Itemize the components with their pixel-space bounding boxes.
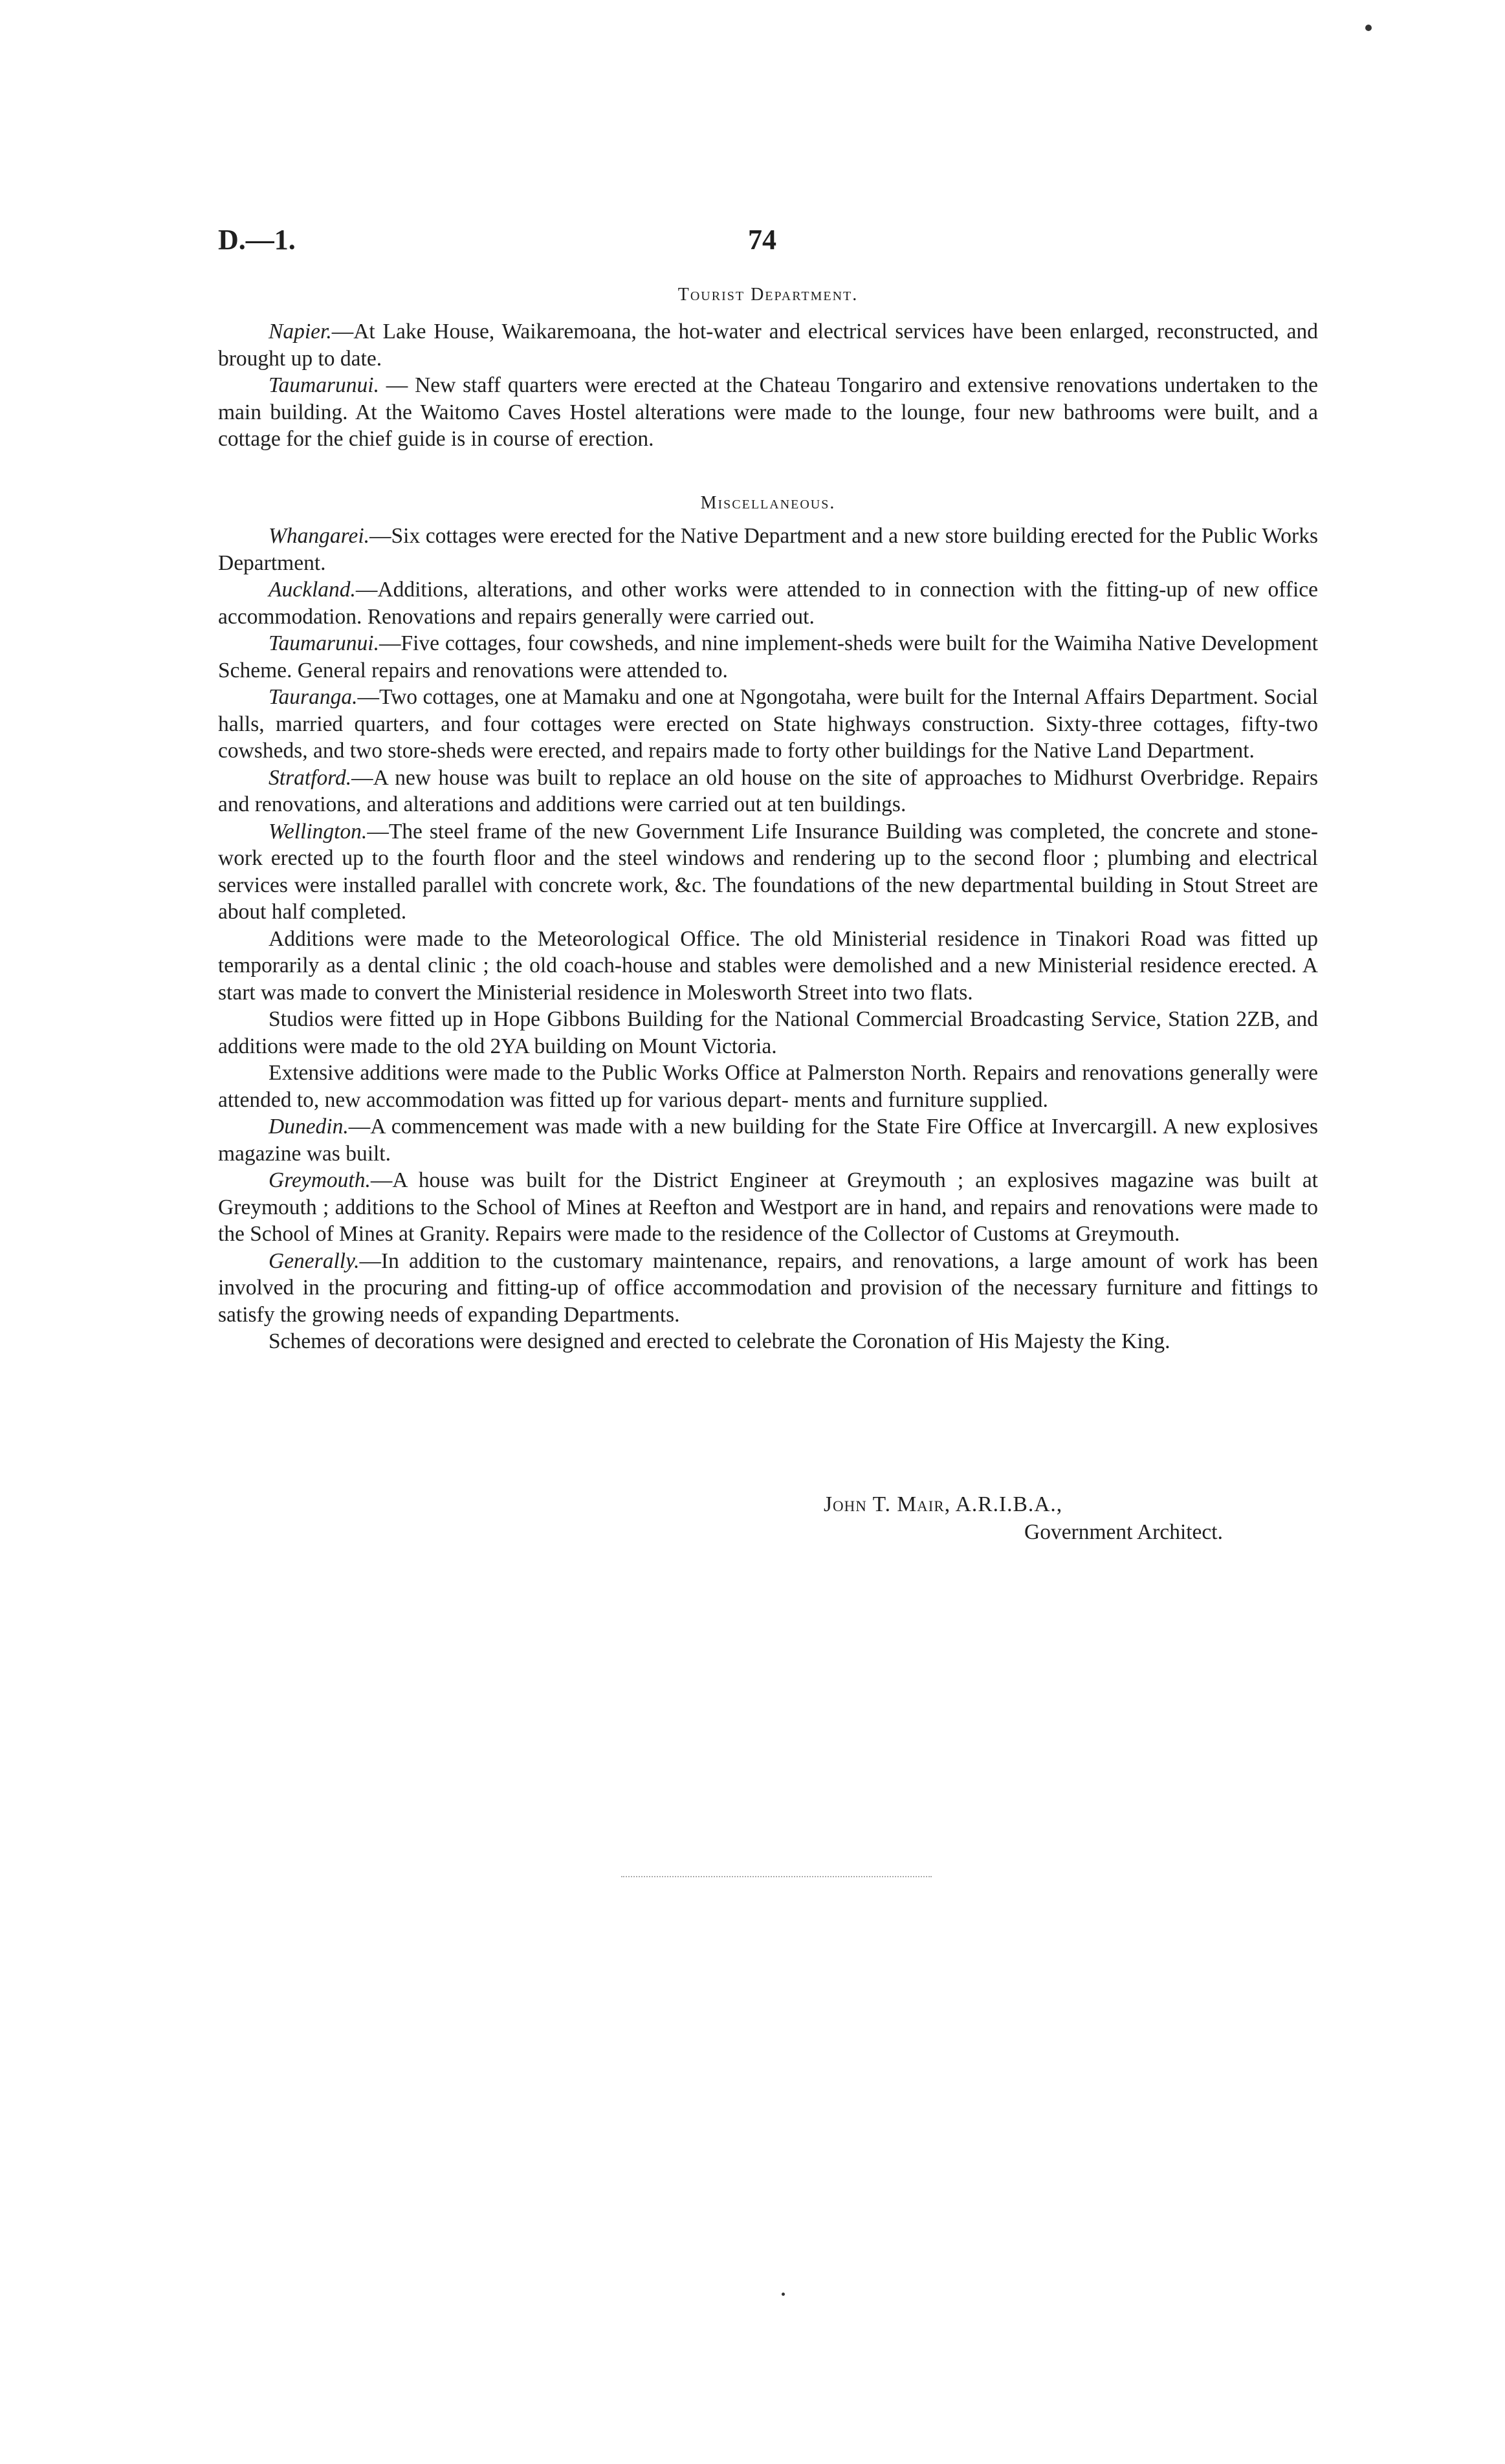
- section-title-tourist: Tourist Department.: [677, 285, 859, 305]
- paragraph-text: —A house was built for the District Engineer at Greymouth ; an explosives magazine was built at Greymouth ; additions to the School of Mines at Reefton and Westport are in hand, and repairs and renovations were made to the School of Mines at Granity. Repairs were made to the residence of the Collector of Customs at Greymouth.: [218, 1168, 1318, 1246]
- paragraph: [218, 630, 1318, 684]
- paragraph: [218, 576, 1318, 630]
- paragraph: [218, 765, 1318, 818]
- place-name: Auckland.: [269, 578, 356, 602]
- paragraph-text: Studios were fitted up in Hope Gibbons Building for the National Commercial Broadcasting Service, Station 2ZB, and additions were made to the old 2YA building on Mount Victoria.: [218, 1007, 1318, 1058]
- place-name: Generally.: [269, 1248, 360, 1273]
- paragraph-text: —At Lake House, Waikaremoana, the hot-water and electrical services have been enlarged, reconstructed, and brought up to date.: [218, 320, 1318, 371]
- corner-speck: [1365, 25, 1372, 31]
- paragraph: [218, 1167, 1318, 1248]
- section-title-miscellaneous: Miscellaneous.: [700, 493, 836, 513]
- paragraph-text: —In addition to the customary maintenance, repairs, and renovations, a large amount of work has been involved in the procuring and fitting-up of office accommodation and provision of the necessary furniture and fittings to satisfy the growing needs of expanding Departments.: [218, 1248, 1318, 1327]
- place-name: Taumarunui.: [269, 631, 379, 655]
- section-body-miscellaneous: [218, 523, 1318, 1355]
- place-name: Dunedin.: [269, 1115, 349, 1139]
- signature-name: John T. Mair, A.R.I.B.A.,: [824, 1492, 1063, 1516]
- paragraph: [218, 1060, 1318, 1113]
- place-name: Wellington.: [269, 819, 368, 844]
- paragraph-text: —Six cottages were erected for the Native Department and a new store building erected for the Public Works Department.: [218, 524, 1318, 575]
- paragraph-text: —A commencement was made with a new building for the State Fire Office at Invercargill. A new explosives magazine was built.: [218, 1115, 1318, 1166]
- place-name: Tauranga.: [269, 685, 358, 709]
- footer-rule: [621, 1876, 932, 1877]
- bottom-speck: [782, 2293, 785, 2296]
- signature-title: Government Architect.: [1024, 1520, 1223, 1544]
- paragraph: [218, 818, 1318, 926]
- document-reference: D.—1.: [218, 224, 296, 256]
- paragraph-text: —A new house was built to replace an old house on the site of approaches to Midhurst Overbridge. Repairs and renovations, and alterations and additions were carried out at ten buildings.: [218, 765, 1318, 816]
- paragraph: [218, 1006, 1318, 1060]
- paragraph: [218, 1328, 1318, 1355]
- paragraph-text: —Additions, alterations, and other works were attended to in connection with the fitting-up of new office accommodation. Renovations and repairs generally were carried out.: [218, 578, 1318, 629]
- paragraph-text: —Five cottages, four cowsheds, and nine implement-sheds were built for the Waimiha Native Development Scheme. General repairs and renovations were attended to.: [218, 631, 1318, 682]
- paragraph: [218, 372, 1318, 453]
- place-name: Stratford.: [269, 765, 352, 790]
- paragraph: [218, 1113, 1318, 1167]
- paragraph-text: —The steel frame of the new Government Life Insurance Building was completed, the concrete and stone-work erected up to the fourth floor and the steel windows and rendering up to the second floor ; plumbing and electrical services were installed parallel with concrete work, &c. The foundations of the new departmental building in Stout Street are about half completed.: [218, 819, 1318, 924]
- paragraph-text: Schemes of decorations were designed and erected to celebrate the Coronation of His Majesty the King.: [269, 1329, 1170, 1353]
- paragraph: [218, 318, 1318, 372]
- paragraph: [218, 1248, 1318, 1329]
- paragraph-text: —Two cottages, one at Mamaku and one at Ngongotaha, were built for the Internal Affairs Department. Social halls, married quarters, and four cottages were erected on State highways construction. Sixty-three cottages, fifty-two cowsheds, and two store-sheds were erected, and repairs made to forty other buildings for the Native Land Department.: [218, 685, 1318, 763]
- paragraph-text: Extensive additions were made to the Public Works Office at Palmerston North. Repairs and renovations generally were attended to, new accommodation was fitted up for various depart- ments and furniture supplied.: [218, 1061, 1318, 1112]
- place-name: Taumarunui.: [269, 373, 379, 397]
- paragraph: [218, 926, 1318, 1007]
- page-number: 74: [748, 224, 776, 256]
- paragraph: [218, 684, 1318, 765]
- place-name: Napier.: [269, 320, 332, 343]
- section-body-tourist: [218, 318, 1318, 453]
- paragraph-text: — New staff quarters were erected at the Chateau Tongariro and extensive renovations undertaken to the main building. At the Waitomo Caves Hostel alterations were made to the lounge, four new bathrooms were built, and a cottage for the chief guide is in course of erection.: [218, 373, 1318, 451]
- paragraph: [218, 523, 1318, 576]
- place-name: Whangarei.: [269, 524, 370, 548]
- place-name: Greymouth.: [269, 1168, 371, 1192]
- paragraph-text: Additions were made to the Meteorological Office. The old Ministerial residence in Tinakori Road was fitted up temporarily as a dental clinic ; the old coach-house and stables were demolished and a new Ministerial residence erected. A start was made to convert the Ministerial residence in Molesworth Street into two flats.: [218, 926, 1318, 1005]
